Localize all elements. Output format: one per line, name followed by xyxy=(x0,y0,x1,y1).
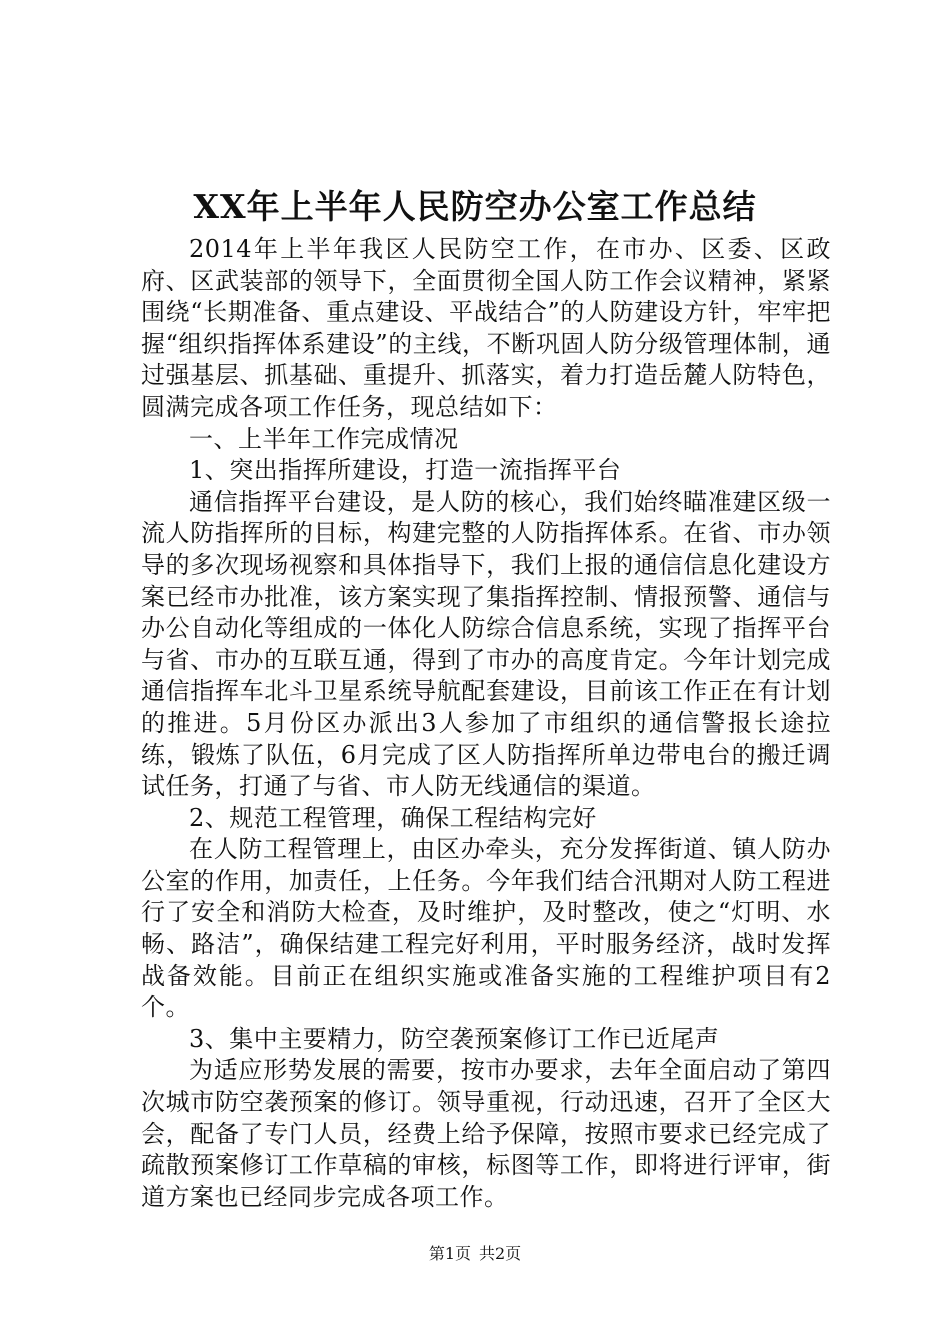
page-total: 共2页 xyxy=(479,1244,522,1263)
document-title: XX年上半年人民防空办公室工作总结 xyxy=(193,187,757,226)
subsection-heading-3: 3、集中主要精力，防空袭预案修订工作已近尾声 xyxy=(189,1024,720,1053)
document-body xyxy=(141,234,831,1213)
subsection-paragraph-2: 在人防工程管理上，由区办牵头，充分发挥街道、镇人防办公室的作用，加责任，上任务。今年我们结合汛期对人防工程进行了安全和消防大检查，及时维护，及时整改，使之“灯明、水畅、路洁”，确保结建工程完好利用，平时服务经济，战时发挥战备效能。目前正在组织实施或准备实施的工程维护项目有2个。 xyxy=(141,835,831,1022)
section-heading: 一、上半年工作完成情况 xyxy=(189,424,459,453)
subsection-heading-2: 2、规范工程管理，确保工程结构完好 xyxy=(189,803,597,832)
page-number: 第1页 xyxy=(428,1244,471,1263)
subsection-paragraph-3: 为适应形势发展的需要，按市办要求，去年全面启动了第四次城市防空袭预案的修订。领导重视，行动迅速，召开了全区大会，配备了专门人员，经费上给予保障，按照市要求已经完成了疏散预案修订工作草稿的审核，标图等工作，即将进行评审，街道方案也已经同步完成各项工作。 xyxy=(141,1056,831,1211)
subsection-paragraph-1: 通信指挥平台建设，是人防的核心，我们始终瞄准建区级一流人防指挥所的目标，构建完整的人防指挥体系。在省、市办领导的多次现场视察和具体指导下，我们上报的通信信息化建设方案已经市办批准，该方案实现了集指挥控制、情报预警、通信与办公自动化等组成的一体化人防综合信息系统，实现了指挥平台与省、市办的互联互通，得到了市办的高度肯定。今年计划完成通信指挥车北斗卫星系统导航配套建设，目前该工作正在有计划的推进。5月份区办派出3人参加了市组织的通信警报长途拉练，锻炼了队伍，6月完成了区人防指挥所单边带电台的搬迁调试任务，打通了与省、市人防无线通信的渠道。 xyxy=(141,487,831,801)
page-footer xyxy=(0,1243,950,1265)
intro-paragraph: 2014年上半年我区人民防空工作，在市办、区委、区政府、区武装部的领导下，全面贯彻全国人防工作会议精神，紧紧围绕“长期准备、重点建设、平战结合”的人防建设方针，牢牢把握“组织指挥体系建设”的主线，不断巩固人防分级管理体制，通过强基层、抓基础、重提升、抓落实，着力打造岳麓人防特色，圆满完成各项工作任务，现总结如下： xyxy=(141,235,831,421)
subsection-heading-1: 1、突出指挥所建设，打造一流指挥平台 xyxy=(189,456,622,485)
